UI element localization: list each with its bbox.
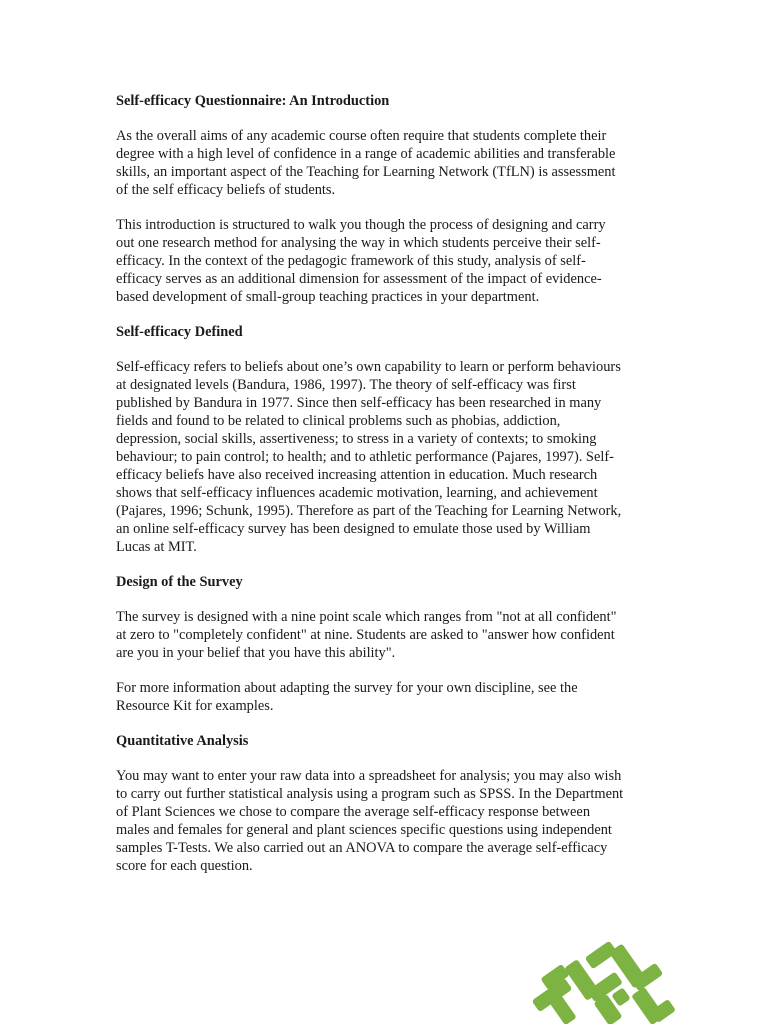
text-line: fields and found to be related to clinical problems such as phobias, addiction, [116,413,561,429]
text-line: of the self efficacy beliefs of students. [116,182,336,198]
text-line: out one research method for analysing the way in which students perceive their self- [116,235,601,251]
text-line: efficacy beliefs have also received increasing attention in education. Much research [116,467,598,483]
text-line: are you in your belief that you have this ability". [116,645,396,661]
text-line: at zero to "completely confident" at nine. Students are asked to "answer how confident [116,627,615,643]
text-line: published by Bandura in 1977. Since then self-efficacy has been researched in many [116,395,602,411]
text-line: (Pajares, 1996; Schunk, 1995). Therefore as part of the Teaching for Learning Network, [116,503,622,519]
text-line: For more information about adapting the survey for your own discipline, see the [116,680,578,696]
text-line: As the overall aims of any academic course often require that students complete their [116,128,607,144]
text-line: to carry out further statistical analysis using a program such as SPSS. In the Department [116,786,624,802]
section-heading: Self-efficacy Defined [116,324,243,340]
text-line: samples T-Tests. We also carried out an ANOVA to compare the average self-efficacy [116,840,608,856]
text-line: Lucas at MIT. [116,539,197,555]
text-line: males and females for general and plant sciences specific questions using independent [116,822,612,838]
text-line: based development of small-group teaching practices in your department. [116,289,540,305]
paragraph [116,216,661,306]
paragraph [116,767,661,875]
section-design-of-survey [116,573,661,715]
text-line: The survey is designed with a nine point scale which ranges from "not at all confident" [116,609,617,625]
section-heading: Design of the Survey [116,574,243,590]
text-line: skills, an important aspect of the Teaching for Learning Network (TfLN) is assessment [116,164,616,180]
text-line: degree with a high level of confidence in a range of academic abilities and transferable [116,146,616,162]
paragraph [116,358,661,556]
section-introduction [116,92,661,306]
section-self-efficacy-defined [116,323,661,556]
text-line: at designated levels (Bandura, 1986, 1997). The theory of self-efficacy was first [116,377,576,393]
paragraph [116,679,661,715]
section-heading: Self-efficacy Questionnaire: An Introduction [116,93,390,109]
text-line: an online self-efficacy survey has been designed to emulate those used by William [116,521,591,537]
text-line: Self-efficacy refers to beliefs about one’s own capability to learn or perform behaviours [116,359,621,375]
paragraph [116,127,661,199]
text-line: depression, social skills, assertiveness; to stress in a variety of contexts; to smoking [116,431,597,447]
text-line: shows that self-efficacy influences academic motivation, learning, and achievement [116,485,598,501]
text-line: behaviour; to pain control; to health; and to athletic performance (Pajares, 1997). Self- [116,449,614,465]
paragraph [116,608,661,662]
text-line: Resource Kit for examples. [116,698,274,714]
text-line: score for each question. [116,858,253,874]
section-quantitative-analysis [116,732,661,875]
text-line: of Plant Sciences we chose to compare the average self-efficacy response between [116,804,591,820]
text-line: efficacy. In the context of the pedagogic framework of this study, analysis of self- [116,253,586,269]
section-heading: Quantitative Analysis [116,733,249,749]
text-line: You may want to enter your raw data into a spreadsheet for analysis; you may also wish [116,768,622,784]
text-line: efficacy serves as an additional dimension for assessment of the impact of evidence- [116,271,602,287]
document-body [116,92,661,892]
text-line: This introduction is structured to walk you though the process of designing and carry [116,217,606,233]
tfln-logo [528,930,768,1024]
